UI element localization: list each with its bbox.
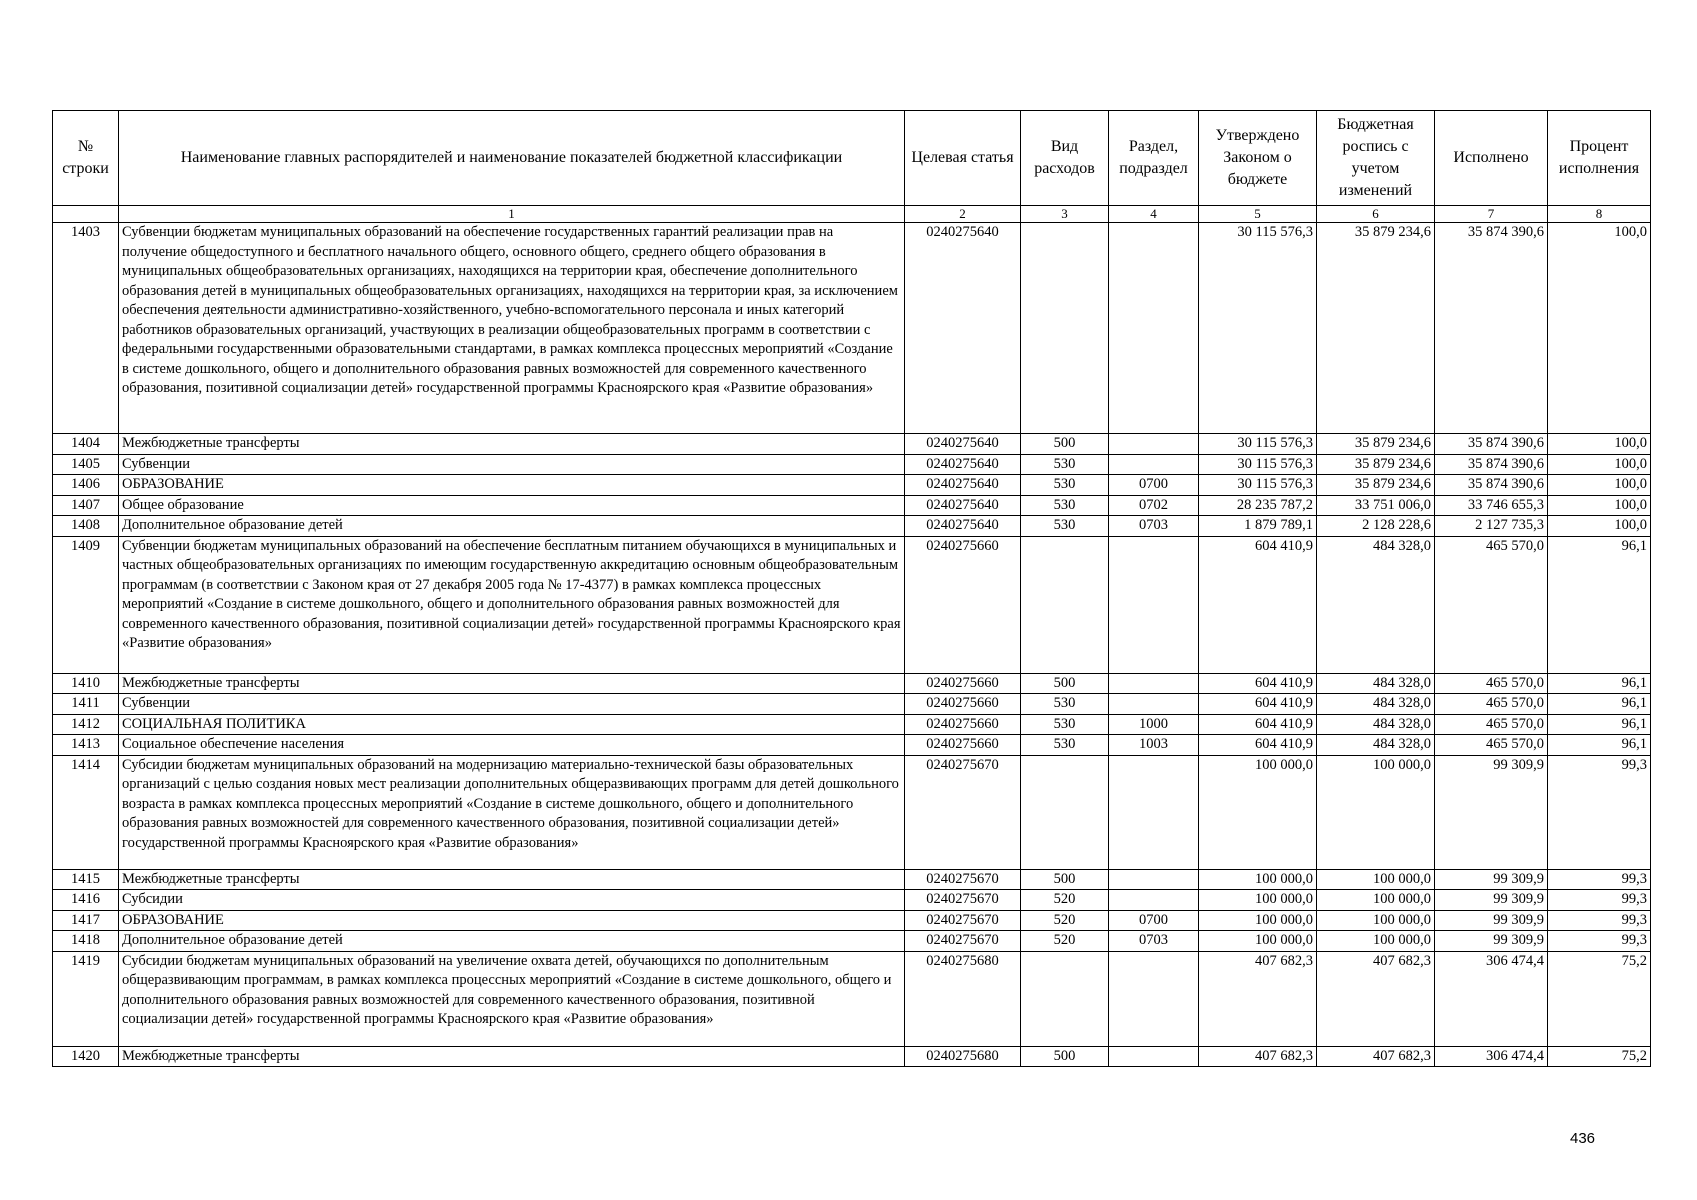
approved-amount-cell: 604 410,9 [1199,714,1317,735]
executed-amount-cell: 306 474,4 [1435,951,1548,1046]
section-cell: 0703 [1109,931,1199,952]
table-row [53,910,1651,931]
expense-kind-cell: 500 [1021,1046,1109,1067]
executed-amount-cell: 465 570,0 [1435,673,1548,694]
budget-list-amount-cell: 407 682,3 [1317,951,1435,1046]
approved-amount-cell: 604 410,9 [1199,694,1317,715]
executed-amount-cell: 35 874 390,6 [1435,223,1548,434]
column-number: 8 [1548,206,1651,223]
executed-amount-cell: 35 874 390,6 [1435,475,1548,496]
executed-amount-cell: 465 570,0 [1435,536,1548,673]
budget-list-amount-cell: 35 879 234,6 [1317,475,1435,496]
table-row [53,516,1651,537]
budget-list-amount-cell: 100 000,0 [1317,869,1435,890]
section-cell: 0700 [1109,910,1199,931]
target-article-cell: 0240275640 [905,434,1021,455]
table-row [53,223,1651,434]
approved-amount-cell: 100 000,0 [1199,931,1317,952]
percent-cell: 100,0 [1548,475,1651,496]
row-number-cell: 1407 [53,495,119,516]
expense-kind-cell: 530 [1021,714,1109,735]
executed-amount-cell: 465 570,0 [1435,694,1548,715]
row-name-cell: Субвенции бюджетам муниципальных образований на обеспечение бесплатным питанием обучающихся в муниципальных и частных общеобразовательных организациях по имеющим государственную аккредитацию основным общеобразовательным программам (в соответствии с Законом края от 27 декабря 2005 года № 17-4377) в рамках комплекса процессных мероприятий «Создание в системе дошкольного, общего и дополнительного образования равных возможностей для современного качественного образования, позитивной социализации детей» государственной программы Красноярского края «Развитие образования» [119,536,905,673]
target-article-cell: 0240275660 [905,735,1021,756]
expense-kind-cell [1021,536,1109,673]
target-article-cell: 0240275640 [905,475,1021,496]
percent-cell: 100,0 [1548,454,1651,475]
executed-amount-cell: 2 127 735,3 [1435,516,1548,537]
expense-kind-cell: 530 [1021,735,1109,756]
budget-list-amount-cell: 2 128 228,6 [1317,516,1435,537]
percent-cell: 75,2 [1548,951,1651,1046]
approved-amount-cell: 100 000,0 [1199,910,1317,931]
expense-kind-cell: 500 [1021,869,1109,890]
row-number-cell: 1413 [53,735,119,756]
header-approved: Утверждено Законом о бюджете [1199,111,1317,206]
header-section: Раздел, подраздел [1109,111,1199,206]
approved-amount-cell: 407 682,3 [1199,951,1317,1046]
target-article-cell: 0240275640 [905,495,1021,516]
approved-amount-cell: 30 115 576,3 [1199,475,1317,496]
percent-cell: 96,1 [1548,735,1651,756]
target-article-cell: 0240275670 [905,910,1021,931]
percent-cell: 99,3 [1548,931,1651,952]
row-name-cell: Межбюджетные трансферты [119,1046,905,1067]
target-article-cell: 0240275640 [905,223,1021,434]
executed-amount-cell: 33 746 655,3 [1435,495,1548,516]
column-number-blank [53,206,119,223]
target-article-cell: 0240275640 [905,516,1021,537]
percent-cell: 96,1 [1548,673,1651,694]
budget-list-amount-cell: 484 328,0 [1317,714,1435,735]
budget-list-amount-cell: 100 000,0 [1317,910,1435,931]
target-article-cell: 0240275660 [905,714,1021,735]
expense-kind-cell [1021,755,1109,869]
executed-amount-cell: 99 309,9 [1435,910,1548,931]
table-row [53,735,1651,756]
table-row [53,890,1651,911]
expense-kind-cell: 530 [1021,694,1109,715]
header-executed: Исполнено [1435,111,1548,206]
target-article-cell: 0240275680 [905,1046,1021,1067]
row-number-cell: 1412 [53,714,119,735]
row-name-cell: Дополнительное образование детей [119,516,905,537]
row-number-cell: 1409 [53,536,119,673]
approved-amount-cell: 100 000,0 [1199,890,1317,911]
expense-kind-cell [1021,223,1109,434]
percent-cell: 100,0 [1548,516,1651,537]
row-number-cell: 1405 [53,454,119,475]
row-name-cell: Межбюджетные трансферты [119,869,905,890]
budget-execution-table [52,110,1651,1067]
budget-list-amount-cell: 35 879 234,6 [1317,454,1435,475]
section-cell [1109,890,1199,911]
row-name-cell: Социальное обеспечение населения [119,735,905,756]
header-kind: Вид расходов [1021,111,1109,206]
table-row [53,475,1651,496]
approved-amount-cell: 30 115 576,3 [1199,454,1317,475]
target-article-cell: 0240275670 [905,755,1021,869]
table-row [53,673,1651,694]
budget-list-amount-cell: 484 328,0 [1317,536,1435,673]
expense-kind-cell: 500 [1021,673,1109,694]
row-number-cell: 1419 [53,951,119,1046]
header-percent: Процент исполнения [1548,111,1651,206]
table-row [53,755,1651,869]
row-number-cell: 1416 [53,890,119,911]
approved-amount-cell: 1 879 789,1 [1199,516,1317,537]
row-number-cell: 1414 [53,755,119,869]
budget-list-amount-cell: 35 879 234,6 [1317,223,1435,434]
budget-list-amount-cell: 484 328,0 [1317,694,1435,715]
section-cell: 0700 [1109,475,1199,496]
budget-list-amount-cell: 100 000,0 [1317,755,1435,869]
section-cell [1109,434,1199,455]
approved-amount-cell: 604 410,9 [1199,735,1317,756]
section-cell [1109,1046,1199,1067]
row-name-cell: Субсидии бюджетам муниципальных образований на модернизацию материально-технической базы образовательных организаций с целью создания новых мест реализации дополнительных общеразвивающих программ для детей дошкольного возраста в рамках комплекса процессных мероприятий «Создание в системе дошкольного, общего и дополнительного образования равных возможностей для современного качественного образования, позитивной социализации детей» государственной программы Красноярского края «Развитие образования» [119,755,905,869]
approved-amount-cell: 604 410,9 [1199,536,1317,673]
percent-cell: 96,1 [1548,714,1651,735]
budget-list-amount-cell: 100 000,0 [1317,890,1435,911]
executed-amount-cell: 35 874 390,6 [1435,454,1548,475]
section-cell [1109,673,1199,694]
row-number-cell: 1406 [53,475,119,496]
row-name-cell: Межбюджетные трансферты [119,434,905,455]
column-number: 7 [1435,206,1548,223]
row-number-cell: 1410 [53,673,119,694]
budget-list-amount-cell: 33 751 006,0 [1317,495,1435,516]
row-name-cell: ОБРАЗОВАНИЕ [119,475,905,496]
row-name-cell: Дополнительное образование детей [119,931,905,952]
percent-cell: 96,1 [1548,694,1651,715]
row-name-cell: СОЦИАЛЬНАЯ ПОЛИТИКА [119,714,905,735]
table-row [53,869,1651,890]
table-row [53,1046,1651,1067]
table-row [53,951,1651,1046]
executed-amount-cell: 465 570,0 [1435,714,1548,735]
table-row [53,536,1651,673]
percent-cell: 96,1 [1548,536,1651,673]
page-number: 436 [1570,1130,1596,1147]
header-name: Наименование главных распорядителей и наименование показателей бюджетной классификации [119,111,905,206]
table-row [53,495,1651,516]
column-number: 3 [1021,206,1109,223]
percent-cell: 99,3 [1548,869,1651,890]
target-article-cell: 0240275670 [905,931,1021,952]
percent-cell: 75,2 [1548,1046,1651,1067]
budget-list-amount-cell: 100 000,0 [1317,931,1435,952]
executed-amount-cell: 35 874 390,6 [1435,434,1548,455]
section-cell [1109,869,1199,890]
row-number-cell: 1420 [53,1046,119,1067]
column-number: 4 [1109,206,1199,223]
row-number-cell: 1411 [53,694,119,715]
budget-list-amount-cell: 407 682,3 [1317,1046,1435,1067]
expense-kind-cell: 530 [1021,495,1109,516]
expense-kind-cell: 530 [1021,475,1109,496]
row-number-cell: 1403 [53,223,119,434]
section-cell [1109,694,1199,715]
approved-amount-cell: 100 000,0 [1199,755,1317,869]
expense-kind-cell: 530 [1021,516,1109,537]
percent-cell: 99,3 [1548,910,1651,931]
row-name-cell: Межбюджетные трансферты [119,673,905,694]
header-budget-list: Бюджетная роспись с учетом изменений [1317,111,1435,206]
executed-amount-cell: 465 570,0 [1435,735,1548,756]
approved-amount-cell: 604 410,9 [1199,673,1317,694]
table-row [53,931,1651,952]
row-number-cell: 1408 [53,516,119,537]
column-number: 2 [905,206,1021,223]
expense-kind-cell: 520 [1021,890,1109,911]
expense-kind-cell: 530 [1021,454,1109,475]
approved-amount-cell: 28 235 787,2 [1199,495,1317,516]
percent-cell: 99,3 [1548,890,1651,911]
expense-kind-cell: 500 [1021,434,1109,455]
section-cell: 1003 [1109,735,1199,756]
budget-list-amount-cell: 484 328,0 [1317,735,1435,756]
section-cell: 0702 [1109,495,1199,516]
row-name-cell: Субсидии [119,890,905,911]
column-number: 6 [1317,206,1435,223]
target-article-cell: 0240275670 [905,890,1021,911]
header-target: Целевая статья [905,111,1021,206]
table-row [53,454,1651,475]
header-row-no: № строки [53,111,119,206]
row-name-cell: Субвенции [119,694,905,715]
percent-cell: 100,0 [1548,495,1651,516]
target-article-cell: 0240275670 [905,869,1021,890]
row-name-cell: Субвенции бюджетам муниципальных образований на обеспечение государственных гарантий реализации прав на получение общедоступного и бесплатного начального общего, основного общего, среднего общего образования в муниципальных общеобразовательных организациях, находящихся на территории края, обеспечение дополнительного образования детей в муниципальных общеобразовательных организациях, находящихся на территории края, за исключением обеспечения деятельности административно-хозяйственного, учебно-вспомогательного персонала и иных категорий работников образовательных организаций, участвующих в реализации общеобразовательных программ в соответствии с федеральными государственными образовательными стандартами, в рамках комплекса процессных мероприятий «Создание в системе дошкольного, общего и дополнительного образования равных возможностей для современного качественного образования, позитивной социализации детей» государственной программы Красноярского края «Развитие образования» [119,223,905,434]
row-number-cell: 1417 [53,910,119,931]
approved-amount-cell: 100 000,0 [1199,869,1317,890]
row-number-cell: 1404 [53,434,119,455]
section-cell [1109,223,1199,434]
executed-amount-cell: 99 309,9 [1435,755,1548,869]
section-cell [1109,755,1199,869]
table-row [53,694,1651,715]
table-row [53,714,1651,735]
row-name-cell: ОБРАЗОВАНИЕ [119,910,905,931]
target-article-cell: 0240275660 [905,536,1021,673]
expense-kind-cell: 520 [1021,910,1109,931]
row-name-cell: Субсидии бюджетам муниципальных образований на увеличение охвата детей, обучающихся по дополнительным общеразвивающим программам, в рамках комплекса процессных мероприятий «Создание в системе дошкольного, общего и дополнительного образования равных возможностей для современного качественного образования, позитивной социализации детей» государственной программы Красноярского края «Развитие образования» [119,951,905,1046]
executed-amount-cell: 99 309,9 [1435,869,1548,890]
expense-kind-cell [1021,951,1109,1046]
row-name-cell: Субвенции [119,454,905,475]
percent-cell: 100,0 [1548,434,1651,455]
target-article-cell: 0240275660 [905,694,1021,715]
approved-amount-cell: 30 115 576,3 [1199,434,1317,455]
section-cell: 1000 [1109,714,1199,735]
executed-amount-cell: 306 474,4 [1435,1046,1548,1067]
column-number: 5 [1199,206,1317,223]
target-article-cell: 0240275680 [905,951,1021,1046]
header-row [53,111,1651,206]
row-name-cell: Общее образование [119,495,905,516]
percent-cell: 100,0 [1548,223,1651,434]
table-row [53,434,1651,455]
approved-amount-cell: 407 682,3 [1199,1046,1317,1067]
section-cell [1109,454,1199,475]
section-cell [1109,536,1199,673]
executed-amount-cell: 99 309,9 [1435,931,1548,952]
row-number-cell: 1418 [53,931,119,952]
budget-list-amount-cell: 35 879 234,6 [1317,434,1435,455]
approved-amount-cell: 30 115 576,3 [1199,223,1317,434]
expense-kind-cell: 520 [1021,931,1109,952]
budget-list-amount-cell: 484 328,0 [1317,673,1435,694]
row-number-cell: 1415 [53,869,119,890]
section-cell: 0703 [1109,516,1199,537]
column-number: 1 [119,206,905,223]
target-article-cell: 0240275660 [905,673,1021,694]
executed-amount-cell: 99 309,9 [1435,890,1548,911]
percent-cell: 99,3 [1548,755,1651,869]
table-body [53,223,1651,1067]
section-cell [1109,951,1199,1046]
target-article-cell: 0240275640 [905,454,1021,475]
column-number-row [53,206,1651,223]
